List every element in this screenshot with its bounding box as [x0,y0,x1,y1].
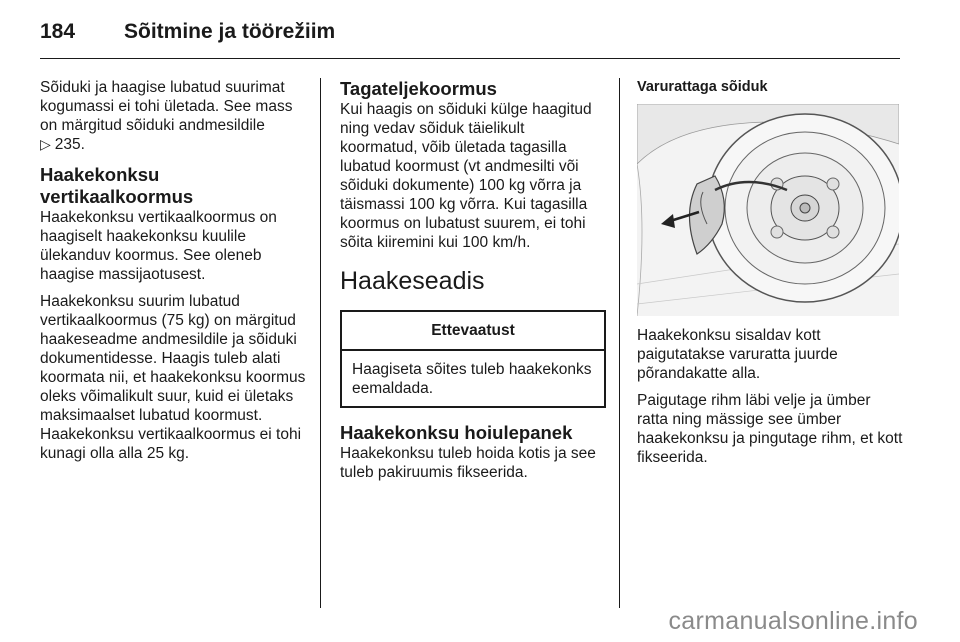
column-left [40,78,308,471]
chapter-heading-towing-device: Haakeseadis [340,267,485,295]
column-divider-1 [320,78,321,608]
section-heading-spare-wheel: Varurattaga sõiduk [637,79,768,95]
page-number: 184 [40,20,76,43]
page-reference[interactable]: 235. [54,136,85,153]
caution-title: Ettevaatust [342,312,604,351]
paragraph-vertical-load-2: Haakekonksu suurim lubatud vertikaalkoormus (75 kg) on märgitud haakeseadme andmesildile ja sõiduki dokumentidesse. Haagis tuleb alati koormata nii, et haakekonksu koormus oleks võimalikult suur, kuid ei ületaks maksimaalset lubatud koormust. Haakekonksu vertikaalkoormus ei tohi kunagi olla alla 25 kg. [40,293,306,462]
caution-box [340,310,606,408]
paragraph-storage: Haakekonksu tuleb hoida kotis ja see tuleb pakiruumis fikseerida. [340,445,596,481]
column-divider-2 [619,78,620,608]
column-right [637,78,903,475]
watermark: carmanualsonline.info [668,607,918,635]
spare-wheel-illustration [637,104,899,316]
chapter-title: Sõitmine ja töörežiim [124,20,336,43]
paragraph-spare-wheel-2: Paigutage rihm läbi velje ja ümber ratta ning mässige see ümber haakekonksu ja pingutage rihm, et kott fikseerida. [637,392,903,466]
section-heading-storage: Haakekonksu hoiulepanek [340,422,573,443]
column-middle [340,78,606,490]
caution-text: Haagiseta sõites tuleb haakekonks eemaldada. [352,361,592,397]
paragraph-vertical-load-1: Haakekonksu vertikaalkoormus on haagiselt haakekonksu kuulile ülekanduv koormus. See oleneb haagise massijaotusest. [40,209,277,283]
paragraph-rear-axle-load: Kui haagis on sõiduki külge haagitud ning vedav sõiduk täielikult koormatud, võib ületada tagasilla lubatud koormust (vt andmesilti või sõiduki dokumente) 100 kg võrra ja täismassi 100 kg võrra. Kui tagasilla koormus on lubatust suurem, ei tohi sõita kiiremini kui 100 km/h. [340,101,592,251]
section-heading-rear-axle-load: Tagateljekoormus [340,78,497,99]
page-reference-icon: ▷ [40,136,51,152]
section-heading-vertical-load: Haakekonksu vertikaalkoormus [40,164,194,207]
header-divider [40,58,900,59]
intro-paragraph: Sõiduki ja haagise lubatud suurimat kogumassi ei tohi ületada. See mass on märgitud sõiduki andmesildile ▷ 235. [40,79,293,153]
paragraph-spare-wheel-1: Haakekonksu sisaldav kott paigutatakse varuratta juurde põrandakatte alla. [637,327,838,382]
page-header [40,14,900,54]
